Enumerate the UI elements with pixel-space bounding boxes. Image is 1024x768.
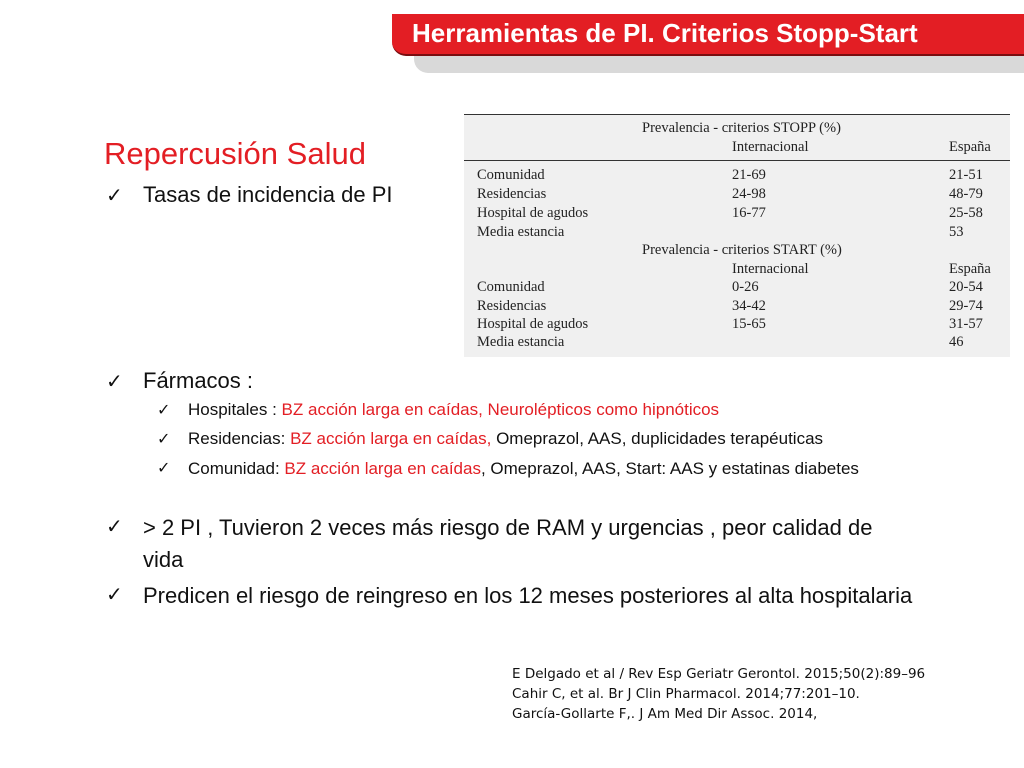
table-cell: Residencias <box>477 298 547 314</box>
check-icon: ✓ <box>157 431 171 448</box>
slide-title: Herramientas de PI. Criterios Stopp-Start <box>412 18 918 48</box>
table-cell: 20-54 <box>949 279 983 295</box>
table-col-international: Internacional <box>732 261 809 277</box>
bullet-incidence: Tasas de incidencia de PI <box>143 182 393 207</box>
section-title: Repercusión Salud <box>104 136 366 171</box>
check-icon: ✓ <box>106 185 123 207</box>
sub-bullet-community <box>188 457 918 481</box>
table-cell: Media estancia <box>477 224 565 240</box>
sub-bullet-prefix: Hospitales : <box>188 400 282 419</box>
table-col-international: Internacional <box>732 139 809 155</box>
check-icon: ✓ <box>106 584 123 606</box>
table-cell: 46 <box>949 334 964 350</box>
check-icon: ✓ <box>106 516 123 538</box>
table-cell: Hospital de agudos <box>477 316 589 332</box>
prevalence-table <box>464 114 1010 357</box>
table-cell: 24-98 <box>732 186 766 202</box>
sub-bullet-residences <box>188 429 823 449</box>
table-cell: 53 <box>949 224 964 240</box>
table-cell: 34-42 <box>732 298 766 314</box>
table-cell: 21-69 <box>732 167 766 183</box>
table-rule-mid <box>464 160 1010 161</box>
sub-bullet-prefix: Residencias: <box>188 429 291 448</box>
check-icon: ✓ <box>157 402 171 419</box>
table-cell: 31-57 <box>949 316 983 332</box>
sub-bullet-highlight: BZ acción larga en caídas <box>284 459 481 478</box>
table-start-header: Prevalencia - criterios START (%) <box>642 242 842 258</box>
table-cell: 29-74 <box>949 298 983 314</box>
reference: E Delgado et al / Rev Esp Geriatr Gerontol. 2015;50(2):89–96 <box>512 666 926 682</box>
check-icon: ✓ <box>106 371 123 393</box>
table-cell: 15-65 <box>732 316 766 332</box>
check-icon: ✓ <box>157 460 171 477</box>
reference: García-Gollarte F,. J Am Med Dir Assoc. 2014, <box>512 706 818 722</box>
header-banner <box>392 14 1024 56</box>
sub-bullet-prefix: Comunidad: <box>188 459 285 478</box>
references <box>512 664 925 724</box>
table-cell: 25-58 <box>949 205 983 221</box>
table-cell: 16-77 <box>732 205 766 221</box>
table-rule-top <box>464 114 1010 115</box>
table-cell: 48-79 <box>949 186 983 202</box>
table-cell: Hospital de agudos <box>477 205 589 221</box>
table-cell: Comunidad <box>477 167 545 183</box>
bullet-risk: > 2 PI , Tuvieron 2 veces más riesgo de RAM y urgencias , peor calidad de vida <box>143 515 873 572</box>
table-stopp-header: Prevalencia - criterios STOPP (%) <box>642 120 841 136</box>
table-cell: 21-51 <box>949 167 983 183</box>
sub-bullet-highlight: BZ acción larga en caídas, <box>290 429 492 448</box>
table-cell: Residencias <box>477 186 547 202</box>
sub-bullet-suffix: Omeprazol, AAS, duplicidades terapéuticas <box>491 429 824 448</box>
reference: Cahir C, et al. Br J Clin Pharmacol. 2014;77:201–10. <box>512 686 860 702</box>
table-cell: Media estancia <box>477 334 565 350</box>
table-cell: Comunidad <box>477 279 545 295</box>
sub-bullet-suffix: , Omeprazol, AAS, Start: AAS y estatinas diabetes <box>480 459 859 478</box>
bullet-readmission: Predicen el riesgo de reingreso en los 12 meses posteriores al alta hospitalaria <box>143 583 913 608</box>
table-cell: 0-26 <box>732 279 759 295</box>
table-col-spain: España <box>949 139 991 155</box>
table-col-spain: España <box>949 261 991 277</box>
sub-bullet-hospitals <box>188 400 719 420</box>
bullet-drugs: Fármacos : <box>143 368 254 393</box>
sub-bullet-highlight: BZ acción larga en caídas, Neurolépticos como hipnóticos <box>281 400 720 419</box>
